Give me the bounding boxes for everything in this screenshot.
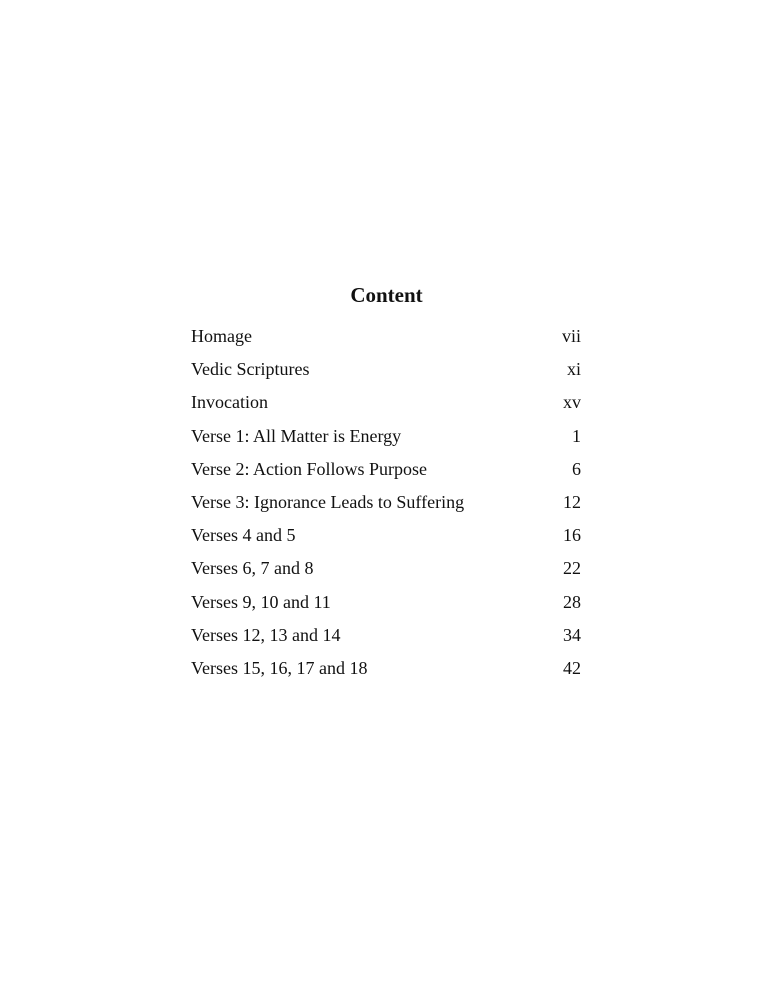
toc-entry-label: Invocation	[191, 392, 268, 413]
toc-list	[191, 323, 581, 688]
toc-entry-label: Verses 15, 16, 17 and 18	[191, 657, 368, 678]
toc-entry-label: Homage	[191, 326, 252, 346]
toc-entry-page: 1	[572, 425, 581, 446]
toc-title: Content	[350, 283, 423, 307]
toc-entry-label: Verses 9, 10 and 11	[191, 591, 331, 612]
toc-entry-page: 34	[563, 624, 581, 645]
toc-entry-page: 12	[563, 491, 581, 512]
toc-entry-page: 6	[572, 458, 581, 479]
toc-entry	[191, 589, 581, 622]
toc-entry-label: Verses 6, 7 and 8	[191, 558, 314, 579]
toc-entry-label: Verses 4 and 5	[191, 525, 296, 546]
toc-entry-page: vii	[561, 326, 581, 346]
toc-entry	[191, 622, 581, 655]
toc-entry	[191, 356, 581, 389]
toc-entry	[191, 389, 581, 422]
toc-entry	[191, 489, 581, 522]
toc-entry-label: Verse 1: All Matter is Energy	[191, 425, 402, 446]
toc-entry-page: xv	[563, 392, 581, 413]
toc-entry-page: xi	[566, 359, 581, 380]
toc-entry	[191, 456, 581, 489]
toc-entry-page: 16	[563, 525, 581, 546]
toc-entry	[191, 323, 581, 356]
toc-entry-label: Vedic Scriptures	[191, 359, 310, 380]
toc-entry-label: Verses 12, 13 and 14	[191, 624, 341, 645]
toc-entry-page: 22	[563, 558, 581, 579]
toc-entry	[191, 555, 581, 588]
toc-entry-page: 28	[563, 591, 581, 612]
toc-entry	[191, 522, 581, 555]
toc-entry-label: Verse 2: Action Follows Purpose	[191, 458, 427, 479]
toc-entry-page: 42	[563, 657, 581, 678]
toc-entry	[191, 655, 581, 688]
toc-entry	[191, 423, 581, 456]
toc-entry-label: Verse 3: Ignorance Leads to Suffering	[191, 491, 465, 512]
